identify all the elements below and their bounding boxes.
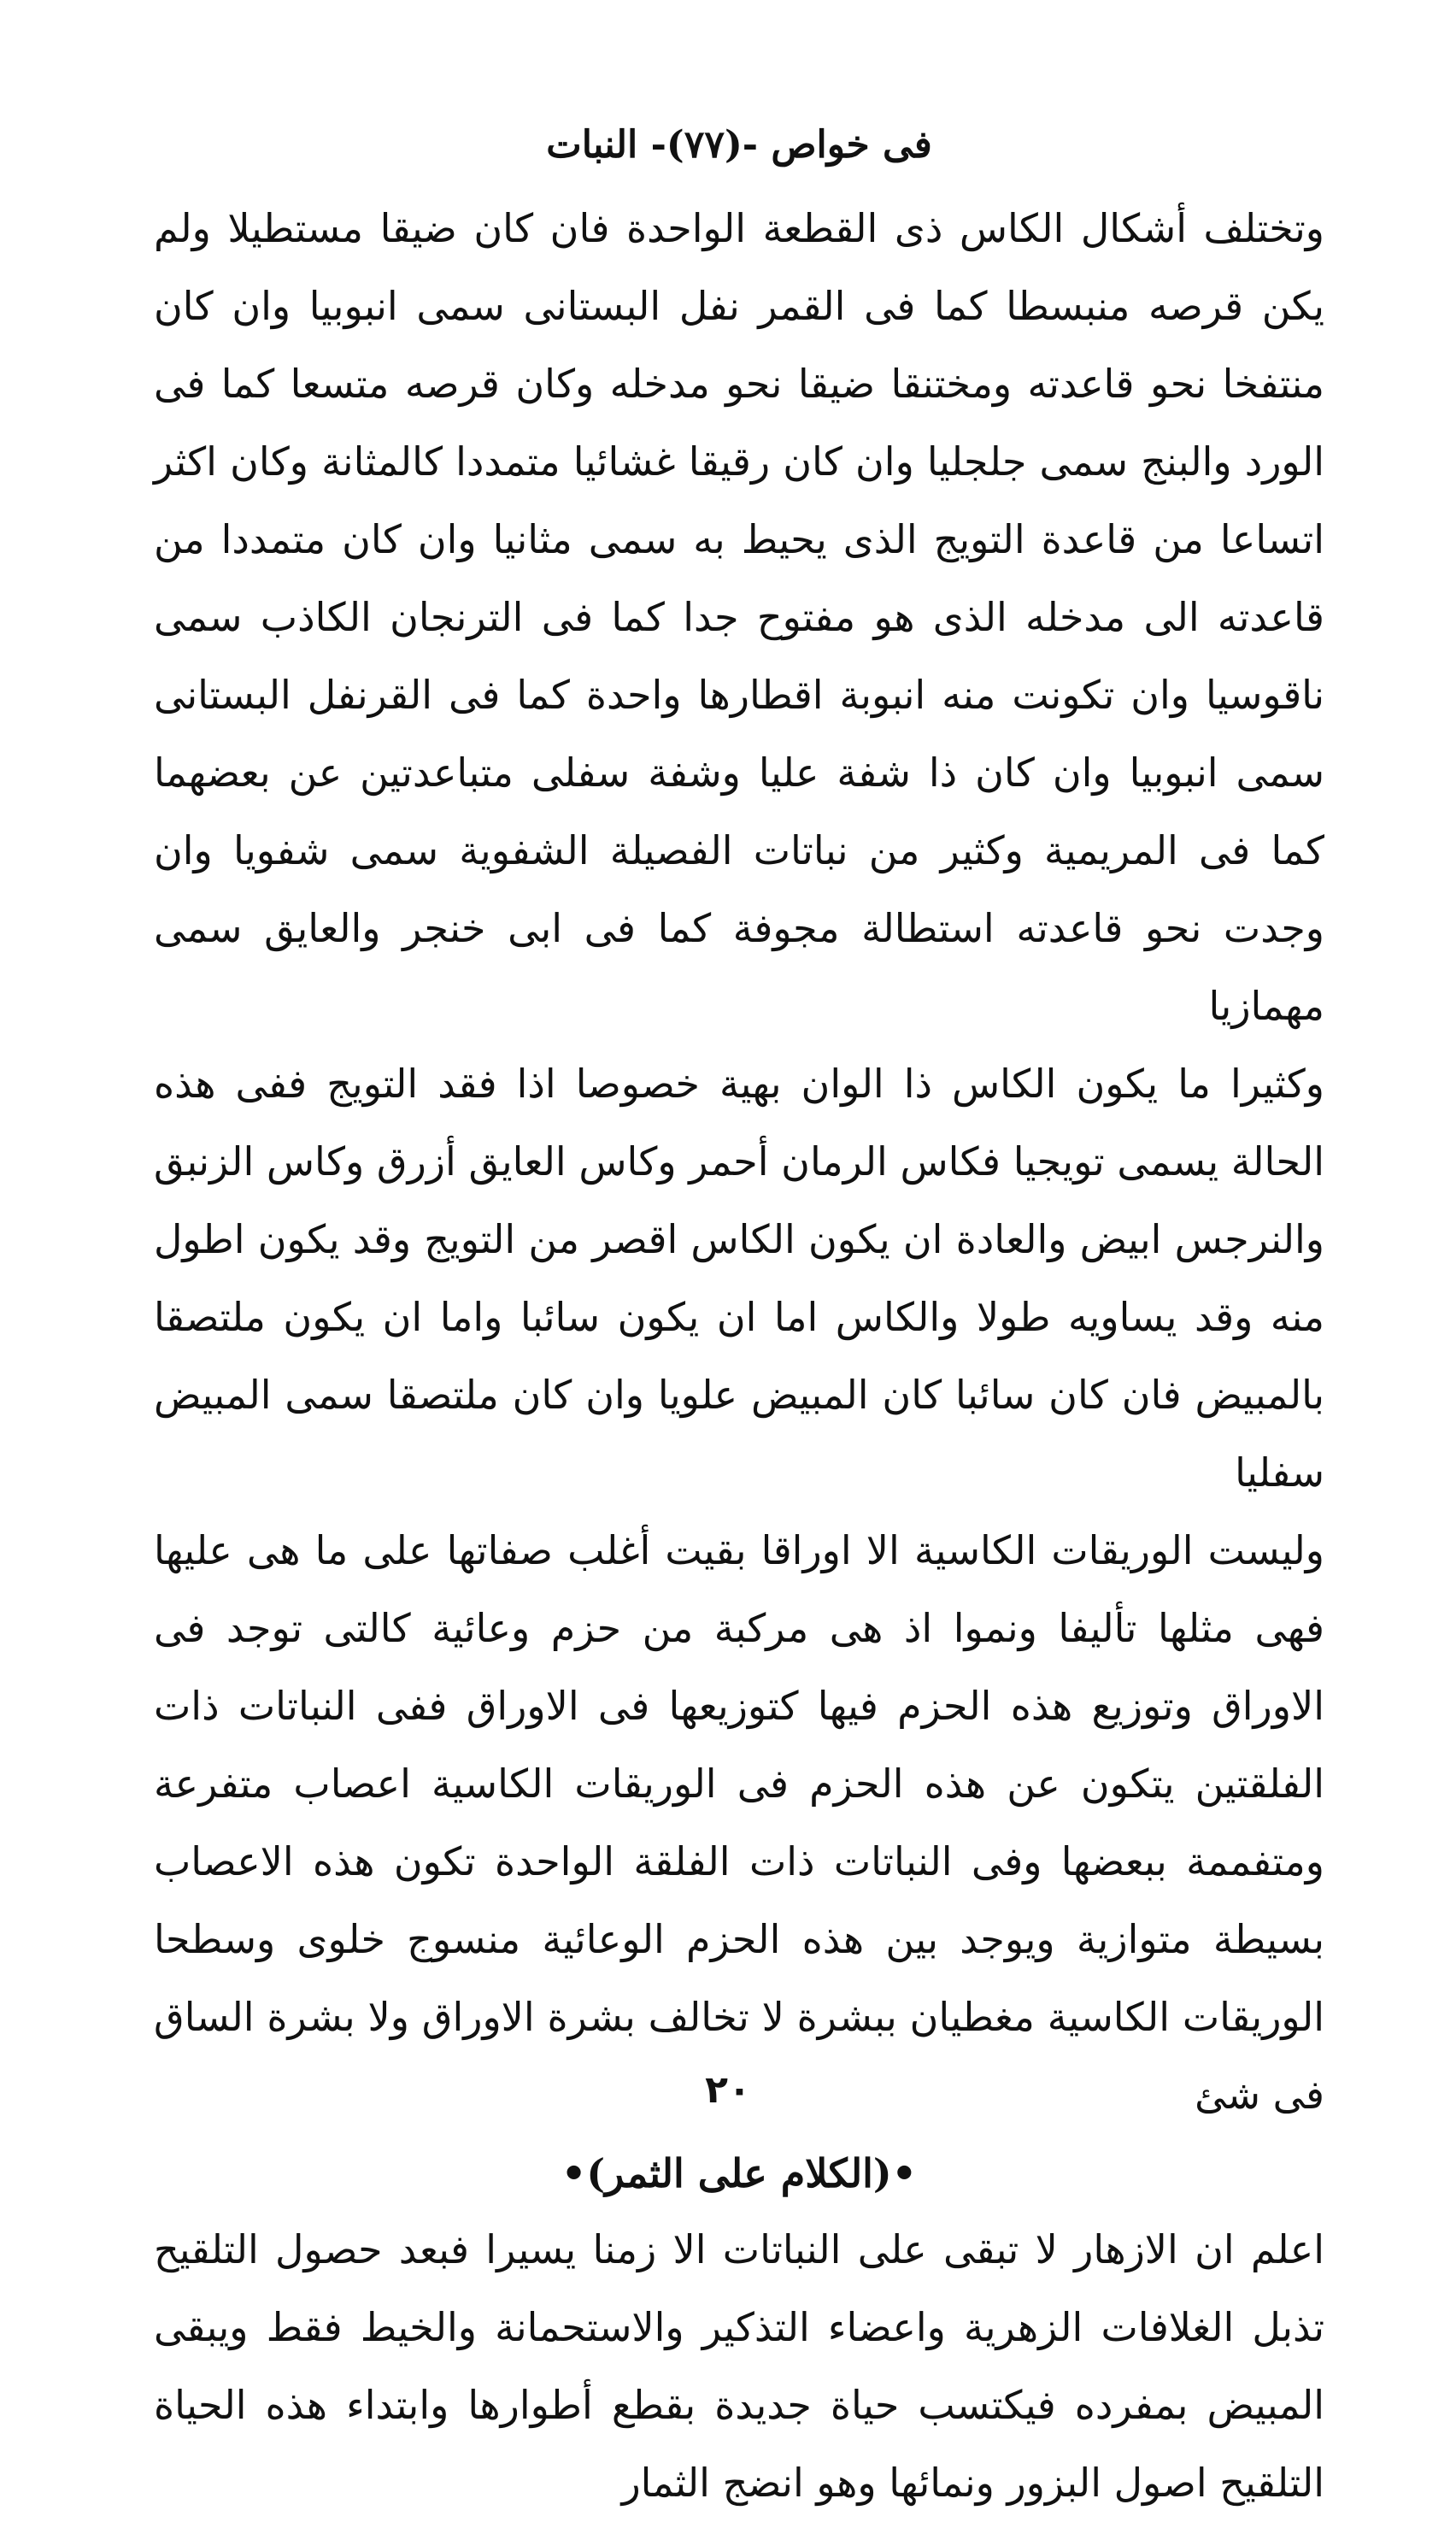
paragraph-calyx-shapes: وتختلف أشكال الكاس ذى القطعة الواحدة فان كان ضيقا مستطيلا ولم يكن قرصه منبسطا كما فى القمر نفل البستانى سمى انبوبيا وان كان منتفخا نحو قاعدته ومختنقا ضيقا نحو مدخله وكان قرصه متسعا كما فى الورد والبنج سمى جلجليا وان كان رقيقا غشائيا متمددا كالمثانة وكان اكثر اتساعا من قاعدة التويج الذى يحيط به سمى مثانيا وان كان متمددا من قاعدته الى مدخله الذى هو مفتوح جدا كما فى الترنجان الكاذب سمى ناقوسيا وان تكونت منه انبوبة اقطارها واحدة كما فى القرنفل البستانى سمى انبوبيا وان كان ذا شفة عليا وشفة سفلى متباعدتين عن بعضهما كما فى المريمية وكثير من نباتات الفصيلة الشفوية سمى شفويا وان وجدت نحو قاعدته استطالة مجوفة كما فى ابى خنجر والعايق سمى مهمازيا: [154, 205, 1324, 1029]
paragraph-fruit: اعلم ان الازهار لا تبقى على النباتات الا زمنا يسيرا فبعد حصول التلقيح تذبل الغلافات الزهرية واعضاء التذكير والاستحمانة والخيط فقط ويبقى المبيض بمفرده فيكتسب حياة جديدة بقطع أطوارها وابتداء هذه الحياة التلقيح اصول البزور ونمائها وهو انضج الثمار: [154, 2226, 1324, 2506]
paragraph-calyx-leaflets: وليست الوريقات الكاسية الا اوراقا بقيت أغلب صفاتها على ما هى عليها فهى مثلها تأليفا ونموا اذ هى مركبة من حزم وعائية كالتى توجد فى الاوراق وتوزيع هذه الحزم فيها كتوزيعها فى الاوراق ففى النباتات ذات الفلقتين يتكون عن هذه الحزم فى الوريقات الكاسية اعصاب متفرعة ومتفممة ببعضها وفى النباتات ذات الفلقة الواحدة تكون هذه الاعصاب بسيطة متوازية ويوجد بين هذه الحزم الوعائية منسوج خلوى وسطحا الوريقات الكاسية مغطيان ببشرة لا تخالف بشرة الاوراق ولا بشرة الساق فى شئ: [154, 1527, 1324, 2118]
section-heading: •(الكلام على الثمر)•: [561, 2150, 918, 2196]
page-number: ٢٠: [705, 2068, 751, 2112]
paragraph-calyx-colors: وكثيرا ما يكون الكاس ذا الوان بهية خصوصا اذا فقد التويج ففى هذه الحالة يسمى تويجيا فكاس الرمان أحمر وكاس العايق أزرق وكاس الزنبق والنرجس ابيض والعادة ان يكون الكاس اقصر من التويج وقد يكون اطول منه وقد يساويه طولا والكاس اما ان يكون سائبا واما ان يكون ملتصقا بالمبيض فان كان سائبا كان المبيض علويا وان كان ملتصقا سمى المبيض سفليا: [154, 1061, 1324, 1496]
page-body: [154, 120, 1324, 2522]
running-head: فى خواص -(٧٧)- النبات: [546, 123, 932, 167]
